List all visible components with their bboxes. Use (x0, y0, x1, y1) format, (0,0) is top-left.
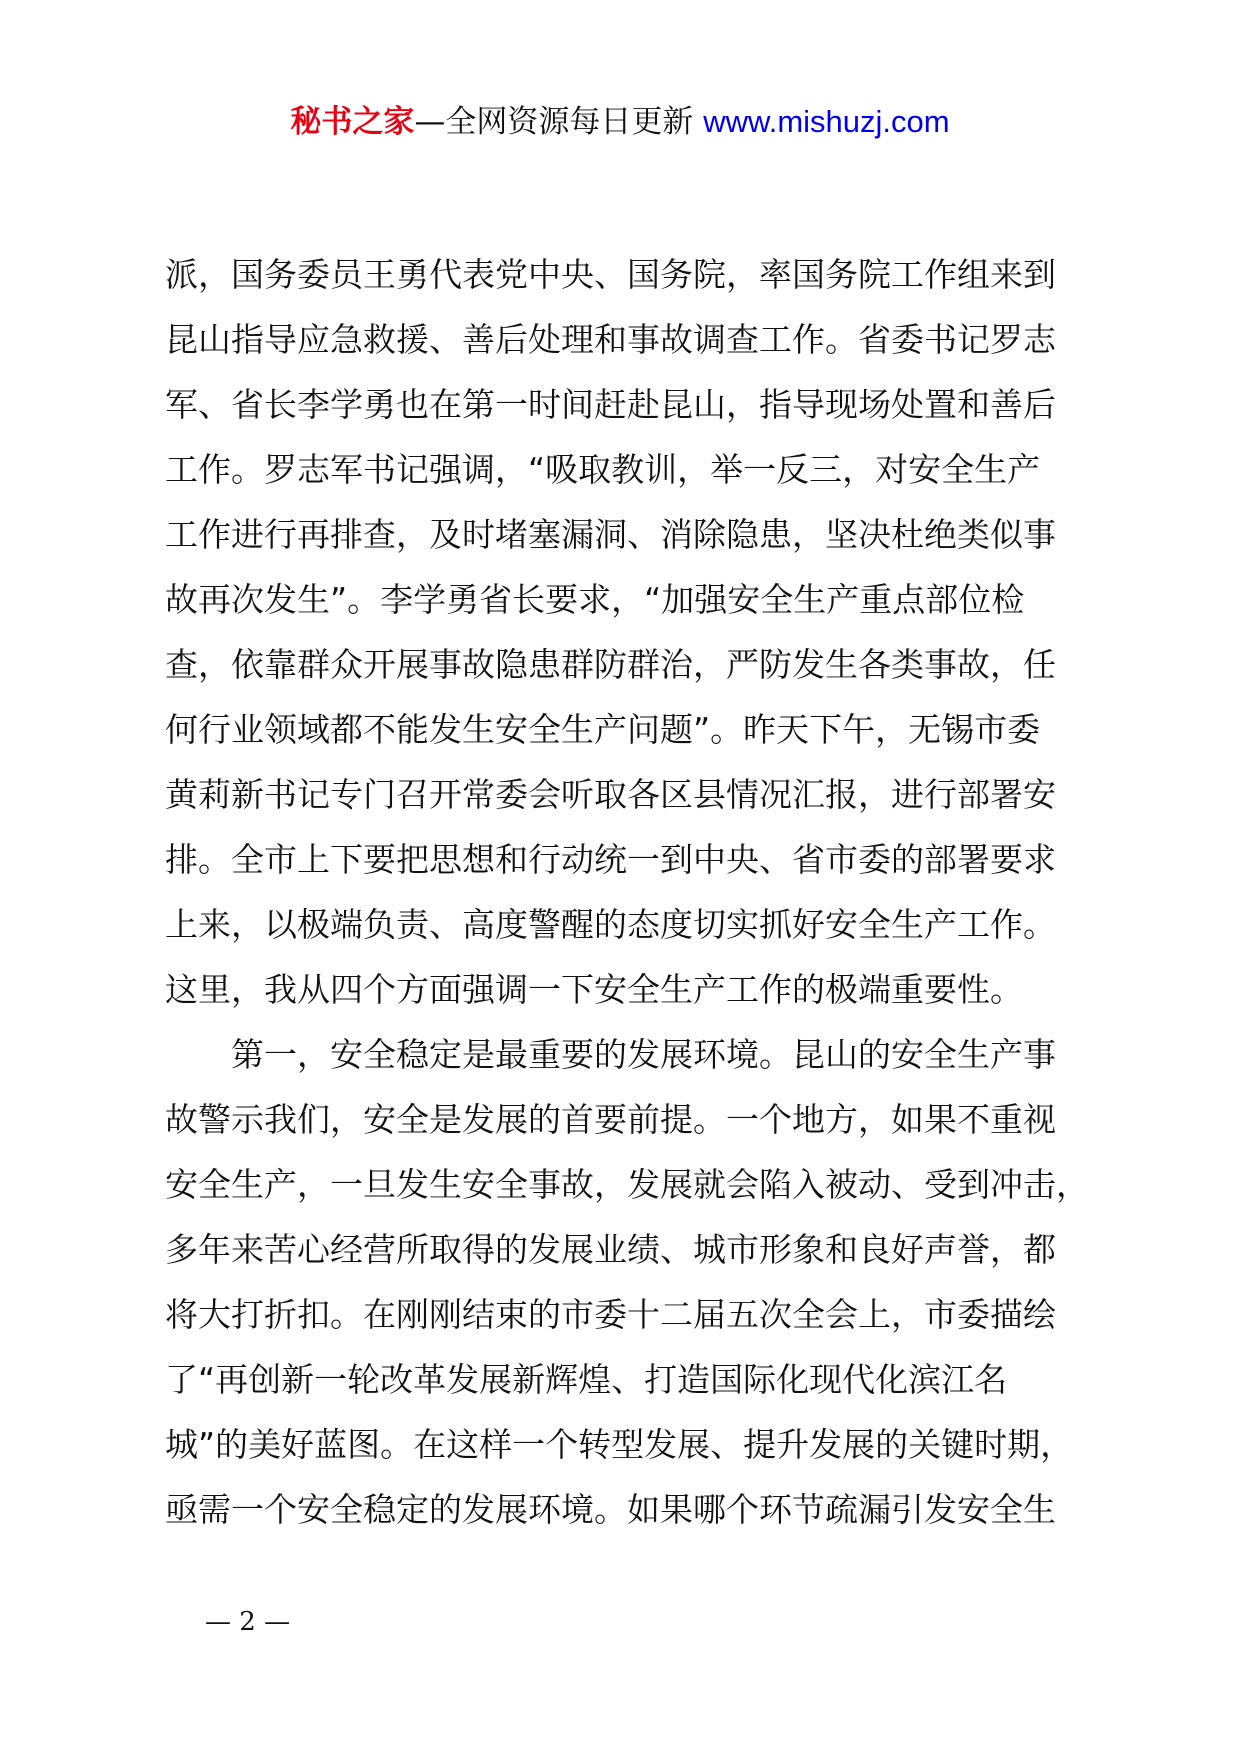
text-line: 将大打折扣。在刚刚结束的市委十二届五次全会上，市委描绘 (165, 1295, 1056, 1334)
site-brand: 秘书之家 (290, 104, 415, 140)
text-line: 城”的美好蓝图。在这样一个转型发展、提升发展的关键时期， (165, 1425, 1074, 1464)
text-line: 派，国务委员王勇代表党中央、国务院，率国务院工作组来到 (165, 255, 1056, 294)
text-line: 上来，以极端负责、高度警醒的态度切实抓好安全生产工作。 (165, 905, 1056, 944)
site-slogan: —全网资源每日更新 (414, 104, 704, 140)
text-line: 排。全市上下要把思想和行动统一到中央、省市委的部署要求 (165, 840, 1056, 879)
site-url-link[interactable]: www.mishuzj.com (703, 104, 950, 139)
text-line: 安全生产，一旦发生安全事故，发展就会陷入被动、受到冲击， (165, 1165, 1089, 1204)
text-line: 工作进行再排查，及时堵塞漏洞、消除隐患，坚决杜绝类似事 (165, 515, 1056, 554)
page-number: — 2 — (205, 1607, 291, 1637)
text-line: 故警示我们，安全是发展的首要前提。一个地方，如果不重视 (165, 1100, 1056, 1139)
text-line: 故再次发生”。李学勇省长要求，“加强安全生产重点部位检 (165, 580, 1025, 619)
text-line: 亟需一个安全稳定的发展环境。如果哪个环节疏漏引发安全生 (165, 1490, 1056, 1529)
text-line: 黄莉新书记专门召开常委会听取各区县情况汇报，进行部署安 (165, 775, 1056, 814)
text-line: 第一，安全稳定是最重要的发展环境。昆山的安全生产事 (231, 1035, 1056, 1074)
text-line: 查，依靠群众开展事故隐患群防群治，严防发生各类事故，任 (165, 645, 1056, 684)
text-line: 军、省长李学勇也在第一时间赶赴昆山，指导现场处置和善后 (165, 385, 1056, 424)
document-body (165, 242, 1125, 1542)
text-line: 工作。罗志军书记强调，“吸取教训，举一反三，对安全生产 (165, 450, 1041, 489)
text-line: 多年来苦心经营所取得的发展业绩、城市形象和良好声誉，都 (165, 1230, 1056, 1269)
text-line: 何行业领域都不能发生安全生产问题”。昨天下午，无锡市委 (165, 710, 1041, 749)
text-line: 昆山指导应急救援、善后处理和事故调查工作。省委书记罗志 (165, 320, 1056, 359)
site-header (0, 100, 1240, 144)
text-line: 了“再创新一轮改革发展新辉煌、打造国际化现代化滨江名 (165, 1360, 1008, 1399)
text-line: 这里，我从四个方面强调一下安全生产工作的极端重要性。 (165, 970, 1023, 1009)
